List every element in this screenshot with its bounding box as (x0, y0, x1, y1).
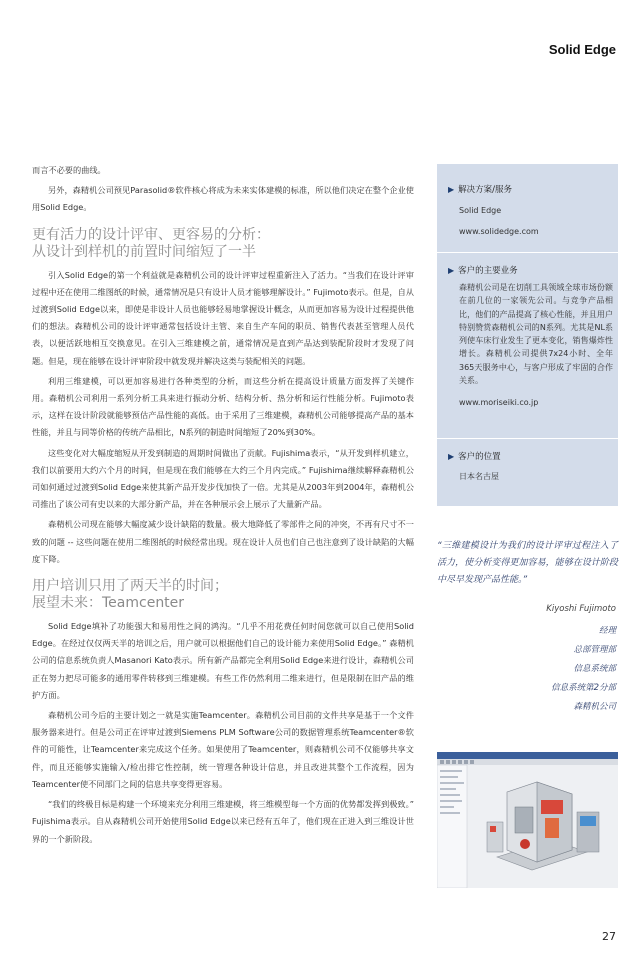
body-paragraph: 这些变化对大幅度缩短从开发到制造的周期时间做出了贡献。Fujishima表示，“从开发到样机建立，我们以前要用大约六个月的时间，但是现在我们能够在大约三个月内完成。” Fujishima继续解释森精机公司如何通过过渡到Solid Edge来使其新产品开发步伐加快了一倍。尤其是从2003年到2004年，森精机公司推出了该公司有史以来的大部分新产品，并在各种展示会上展示了大量新产品。 (32, 447, 414, 510)
location-value: 日本名古屋 (459, 472, 499, 481)
cad-screenshot-image (437, 752, 618, 888)
solutions-product: Solid Edge (459, 206, 502, 215)
section-heading (32, 578, 414, 612)
brand-title: Solid Edge (548, 42, 616, 57)
author-title-line: 森精机公司 (573, 702, 616, 712)
business-text: 森精机公司是在切削工具领域全球市场份额在前几位的一家领先公司。与竞争产品相比，他们的产品提高了核心性能，并且用户特别赞赏森精机公司的N系列。尤其是NL系列使车床行业发生了更本变化，销售爆炸性增长。森精机公司提供7x24小时、全年365天服务中心，与客户形成了牢固的合作关系。 (459, 283, 613, 386)
page-number: 27 (602, 930, 616, 943)
location-section (448, 451, 613, 483)
sidebar-divider (437, 438, 618, 439)
section-heading (32, 227, 414, 261)
pull-quote: “三维建模设计为我们的设计评审过程注入了活力，使分析变得更加容易，能够在设计阶段中尽早发现产品性能。” (437, 541, 618, 585)
info-sidebar (437, 164, 618, 506)
triangle-bullet-icon: ▶ (448, 452, 455, 461)
body-paragraph: 森精机公司现在能够大幅度减少设计缺陷的数量。极大地降低了零部件之间的冲突，不再有尺寸不一致的问题 -- 这些问题在使用二维图纸的时候经常出现。现在设计人员也们自己也注意到了设计缺陷的大幅度下降。 (32, 519, 414, 564)
heading-line: 从设计到样机的前置时间缩短了一半 (32, 243, 256, 260)
business-heading: ▶ 客户的主要业务 (448, 266, 518, 276)
author-credits (551, 622, 616, 717)
intro-paragraph: 另外，森精机公司预见Parasolid®软件核心将成为未来实体建模的标准，所以他们决定在整个企业使用Solid Edge。 (32, 185, 414, 213)
body-paragraph: “我们的终极目标是构建一个环境来充分利用三维建模，将三维模型每一个方面的优势都发挥到极致。” Fujishima表示。自从森精机公司开始使用Solid Edge以来已经有五年了，他们现在正进入到三维设计世界的一个新阶段。 (32, 799, 414, 844)
triangle-bullet-icon: ▶ (448, 185, 455, 194)
intro-paragraph: 而言不必要的曲线。 (32, 165, 106, 175)
solutions-heading: ▶ 解决方案/服务 (448, 185, 513, 195)
cad-screenshot-drawing (437, 752, 618, 888)
heading-line: 展望未来：Teamcenter (32, 595, 185, 612)
body-paragraph: 利用三维建模，可以更加容易进行各种类型的分析，而这些分析在提高设计质量方面发挥了关键作用。森精机公司利用一系列分析工具来进行振动分析、结构分析、热分析和运行性能分析。Fujimoto表示，这样在设计阶段就能够预估产品性能的高低。由于采用了三维建模，森精机公司能够提高产品的基本性能，并且与同等价格的传统产品相比，N系列的制造时间缩短了20%到30%。 (32, 375, 414, 438)
triangle-bullet-icon: ▶ (448, 266, 455, 275)
quote-author: Kiyoshi Fujimoto (546, 604, 616, 614)
body-paragraph: 引入Solid Edge的第一个利益就是森精机公司的设计评审过程重新注入了活力。“当我们在设计评审过程中还在使用二维图纸的时候，通常情况是只有设计人员才能够理解设计。” Fujimoto表示。但是，自从过渡到Solid Edge以来，即使是非设计人员也能够轻易地掌握设计概念，从而更加容易为设计过程提供他们的想法。森精机公司的设计评审通常包括设计主管、来自生产车间的职员、销售代表甚至管理人员代表，以便活跃地相互交换意见。在引入三维建模之前，通常情况是直到产品达到装配阶段时才发现了问题。但是，现在能够在设计评审阶段中就发现并解决这类与装配相关的问题。 (32, 269, 414, 366)
main-column (32, 162, 414, 851)
business-url[interactable]: www.moriseiki.co.jp (459, 398, 539, 408)
author-title-line: 信息系统部 (573, 664, 616, 674)
solutions-section (448, 184, 613, 238)
author-title-line: 信息系统第2分部 (551, 683, 616, 693)
body-paragraph: 森精机公司今后的主要计划之一就是实施Teamcenter。森精机公司目前的文件共享是基于一个文件服务器来进行。但是公司正在评审过渡到Siemens PLM Software公司的数据管理系统Teamcenter®软件的可能性，让Teamcenter来完成这个任务。如果使用了Teamcenter，则森精机公司不仅能够共享文件，而且还能够实施输入/检出排它性控制，统一管理各种设计信息，并且改进其整个工作流程，因为Teamcenter使不同部门之间的信息共享变得更容易。 (32, 710, 414, 789)
heading-line: 用户培训只用了两天半的时间； (32, 578, 228, 595)
author-title-line: 经理 (598, 626, 616, 636)
heading-line: 更有活力的设计评审、更容易的分析： (32, 226, 270, 243)
sidebar-divider (437, 252, 618, 253)
solutions-url[interactable]: www.solidedge.com (459, 227, 539, 236)
body-paragraph: Solid Edge填补了功能强大和易用性之间的鸿沟。“几乎不用花费任何时间您就可以自己使用Solid Edge。在经过仅仅两天半的培训之后，用户就可以根据他们自己的设计能力来使用Solid Edge。” 森精机公司的信息系统负责人Masanori Kato表示。所有新产品都完全利用Solid Edge来进行设计，森精机公司正在努力把尽可能多的通用零件转移到三维建模。有些工作仍然利用二维来进行，但是限制在旧产品的维护方面。 (32, 621, 414, 700)
location-heading: ▶ 客户的位置 (448, 452, 501, 462)
business-section (448, 265, 613, 409)
author-title-line: 总部管理部 (573, 645, 616, 655)
